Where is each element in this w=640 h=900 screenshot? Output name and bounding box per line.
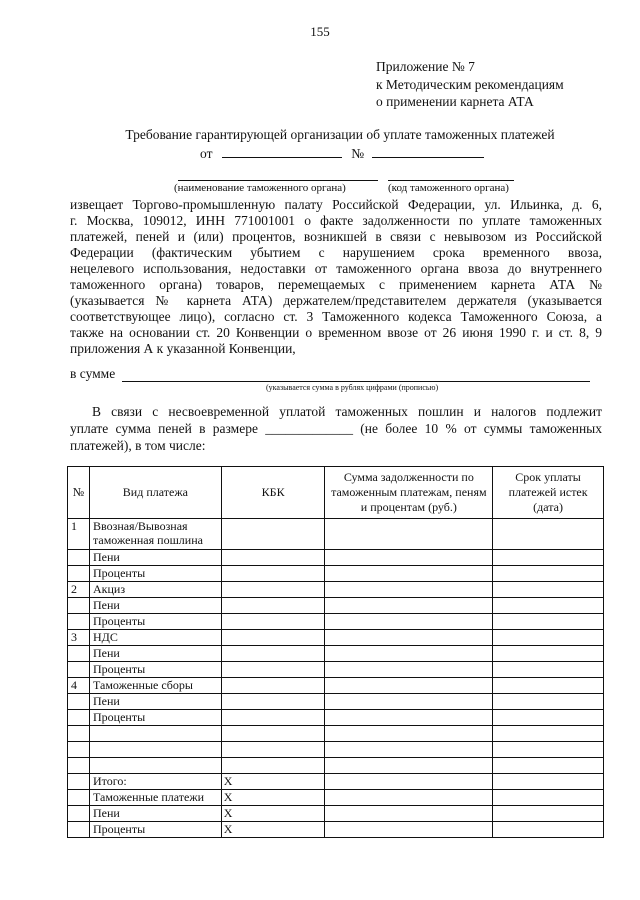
table-row	[68, 726, 604, 742]
deadline-cell[interactable]	[493, 678, 604, 694]
debt-sum-cell[interactable]	[325, 678, 493, 694]
deadline-cell[interactable]	[493, 598, 604, 614]
debt-sum-cell[interactable]	[325, 774, 493, 790]
debt-sum-cell[interactable]	[325, 694, 493, 710]
deadline-cell[interactable]	[493, 550, 604, 566]
table-row	[68, 614, 604, 630]
notice-line: нецелевого использования, недоставки от таможенного органа ввоза до внутреннего	[70, 261, 602, 276]
payment-type-cell	[89, 758, 221, 774]
kbk-cell[interactable]	[221, 566, 325, 582]
notice-line: приложения А к указанной Конвенции,	[70, 341, 296, 356]
table-header-row	[68, 467, 604, 519]
payment-type-cell: Проценты	[89, 614, 221, 630]
table-row	[68, 678, 604, 694]
customs-code-line[interactable]	[388, 180, 514, 181]
customs-code-caption: (код таможенного органа)	[388, 182, 509, 194]
notice-paragraph	[70, 197, 602, 357]
table-row	[68, 710, 604, 726]
amount-caption: (указывается сумма в рублях цифрами (прописью)	[266, 383, 439, 392]
deadline-cell[interactable]	[493, 726, 604, 742]
kbk-cell[interactable]	[221, 710, 325, 726]
kbk-cell[interactable]	[221, 678, 325, 694]
payment-type-cell: Проценты	[89, 822, 221, 838]
table-row	[68, 598, 604, 614]
table-row	[68, 694, 604, 710]
customs-name-caption: (наименование таможенного органа)	[174, 182, 346, 194]
appendix-line-2: к Методическим рекомендациям	[376, 76, 564, 92]
table-row	[68, 742, 604, 758]
deadline-cell[interactable]	[493, 646, 604, 662]
row-number: 1	[68, 519, 90, 550]
kbk-cell[interactable]	[221, 662, 325, 678]
kbk-cell[interactable]	[221, 614, 325, 630]
deadline-cell[interactable]	[493, 806, 604, 822]
penalty-line: В связи с несвоевременной уплатой таможенных пошлин и налогов подлежит	[92, 404, 602, 419]
row-number	[68, 806, 90, 822]
row-number: 4	[68, 678, 90, 694]
row-number	[68, 566, 90, 582]
customs-name-line[interactable]	[178, 180, 378, 181]
notice-line: таможенного органа) товаров, перемещаемых с применением карнета АТА №	[70, 277, 602, 292]
payment-type-cell: Пени	[89, 598, 221, 614]
row-number	[68, 774, 90, 790]
deadline-cell[interactable]	[493, 742, 604, 758]
deadline-cell[interactable]	[493, 614, 604, 630]
deadline-cell[interactable]	[493, 662, 604, 678]
row-number	[68, 710, 90, 726]
deadline-cell[interactable]	[493, 630, 604, 646]
payment-type-cell: Ввозная/Вывозная таможенная пошлина	[89, 519, 221, 550]
notice-line: (указывается № карнета АТА) держателем/представителем держателя (указывается	[70, 293, 602, 308]
row-number: 3	[68, 630, 90, 646]
debt-sum-cell[interactable]	[325, 550, 493, 566]
kbk-cell[interactable]: X	[221, 774, 325, 790]
table-row	[68, 662, 604, 678]
appendix-line-3: о применении карнета АТА	[376, 94, 534, 109]
deadline-cell[interactable]	[493, 566, 604, 582]
kbk-cell[interactable]	[221, 519, 325, 550]
row-number	[68, 742, 90, 758]
payment-type-cell: Акциз	[89, 582, 221, 598]
debt-sum-cell[interactable]	[325, 614, 493, 630]
payment-type-cell: Проценты	[89, 710, 221, 726]
penalty-paragraph	[70, 403, 602, 454]
kbk-cell[interactable]	[221, 646, 325, 662]
notice-line: Федерации (фактическим убытием с нарушением срока временного ввоза,	[70, 245, 602, 260]
kbk-cell[interactable]	[221, 630, 325, 646]
debt-sum-cell[interactable]	[325, 598, 493, 614]
payment-type-cell: Пени	[89, 806, 221, 822]
table-row	[68, 566, 604, 582]
kbk-cell[interactable]: X	[221, 806, 325, 822]
kbk-cell[interactable]	[221, 694, 325, 710]
appendix-header	[376, 58, 564, 111]
kbk-cell[interactable]	[221, 726, 325, 742]
table-row	[68, 790, 604, 806]
notice-line: г. Москва, 109012, ИНН 771001001 о факте задолженности по уплате таможенных	[70, 213, 602, 228]
debt-sum-cell[interactable]	[325, 566, 493, 582]
deadline-cell[interactable]	[493, 710, 604, 726]
table-row	[68, 630, 604, 646]
penalty-line: уплате сумма пеней в размере _____________ (не более 10 % от суммы таможенных	[70, 421, 602, 436]
table-row	[68, 582, 604, 598]
page-number: 155	[310, 24, 330, 39]
row-number	[68, 646, 90, 662]
payments-table	[67, 466, 604, 838]
debt-sum-cell[interactable]	[325, 519, 493, 550]
debt-sum-cell[interactable]	[325, 806, 493, 822]
header-deadline: Срок уплаты платежей истек (дата)	[493, 467, 604, 519]
row-number	[68, 598, 90, 614]
payment-type-cell: Проценты	[89, 662, 221, 678]
table-row	[68, 806, 604, 822]
payment-type-cell: Пени	[89, 550, 221, 566]
header-debt-sum: Сумма задолженности по таможенным платежам, пеням и процентам (руб.)	[325, 467, 493, 519]
document-title: Требование гарантирующей организации об уплате таможенных платежей	[125, 127, 555, 142]
debt-sum-cell[interactable]	[325, 630, 493, 646]
payment-type-cell: Проценты	[89, 566, 221, 582]
deadline-cell[interactable]	[493, 822, 604, 838]
from-label: от	[200, 146, 213, 161]
kbk-cell[interactable]	[221, 550, 325, 566]
amount-label: в сумме	[70, 366, 116, 381]
deadline-cell[interactable]	[493, 694, 604, 710]
row-number	[68, 694, 90, 710]
notice-line: также на основании ст. 20 Конвенции о временном ввозе от 26 июня 1990 г. и ст. 8, 9	[70, 325, 602, 340]
row-number	[68, 662, 90, 678]
date-number-line	[200, 145, 484, 162]
appendix-line-1: Приложение № 7	[376, 59, 475, 74]
table-row	[68, 646, 604, 662]
debt-sum-cell[interactable]	[325, 582, 493, 598]
row-number	[68, 614, 90, 630]
number-label: №	[351, 146, 365, 161]
kbk-cell[interactable]	[221, 742, 325, 758]
payment-type-cell: Пени	[89, 694, 221, 710]
notice-line: соответствующее лицо), согласно ст. 3 Таможенного кодекса Таможенного Союза, а	[70, 309, 602, 324]
header-payment-type: Вид платежа	[89, 467, 221, 519]
header-kbk: КБК	[221, 467, 325, 519]
table-row	[68, 550, 604, 566]
payment-type-cell: Таможенные сборы	[89, 678, 221, 694]
table-row	[68, 519, 604, 550]
row-number	[68, 726, 90, 742]
debt-sum-cell[interactable]	[325, 742, 493, 758]
row-number: 2	[68, 582, 90, 598]
deadline-cell[interactable]	[493, 790, 604, 806]
date-field[interactable]	[222, 145, 342, 158]
debt-sum-cell[interactable]	[325, 822, 493, 838]
debt-sum-cell[interactable]	[325, 790, 493, 806]
debt-sum-cell[interactable]	[325, 710, 493, 726]
deadline-cell[interactable]	[493, 519, 604, 550]
payment-type-cell	[89, 726, 221, 742]
row-number	[68, 790, 90, 806]
payment-type-cell	[89, 742, 221, 758]
number-field[interactable]	[372, 145, 484, 158]
table-row	[68, 758, 604, 774]
kbk-cell[interactable]: X	[221, 790, 325, 806]
notice-line: платежей, пеней и (или) процентов, возникшей в связи с невывозом из Российской	[70, 229, 602, 244]
debt-sum-cell[interactable]	[325, 758, 493, 774]
deadline-cell[interactable]	[493, 582, 604, 598]
row-number	[68, 758, 90, 774]
row-number	[68, 550, 90, 566]
kbk-cell[interactable]	[221, 758, 325, 774]
kbk-cell[interactable]	[221, 598, 325, 614]
deadline-cell[interactable]	[493, 774, 604, 790]
notice-line: извещает Торгово-промышленную палату Российской Федерации, ул. Ильинка, д. 6,	[70, 197, 602, 212]
debt-sum-cell[interactable]	[325, 662, 493, 678]
payment-type-cell: Пени	[89, 646, 221, 662]
header-num: №	[68, 467, 90, 519]
kbk-cell[interactable]: X	[221, 822, 325, 838]
payment-type-cell: Итого:	[89, 774, 221, 790]
kbk-cell[interactable]	[221, 582, 325, 598]
amount-line[interactable]	[122, 381, 590, 382]
payment-type-cell: НДС	[89, 630, 221, 646]
deadline-cell[interactable]	[493, 758, 604, 774]
table-row	[68, 774, 604, 790]
table-row	[68, 822, 604, 838]
debt-sum-cell[interactable]	[325, 646, 493, 662]
debt-sum-cell[interactable]	[325, 726, 493, 742]
payment-type-cell: Таможенные платежи	[89, 790, 221, 806]
penalty-line: платежей), в том числе:	[70, 438, 206, 453]
row-number	[68, 822, 90, 838]
